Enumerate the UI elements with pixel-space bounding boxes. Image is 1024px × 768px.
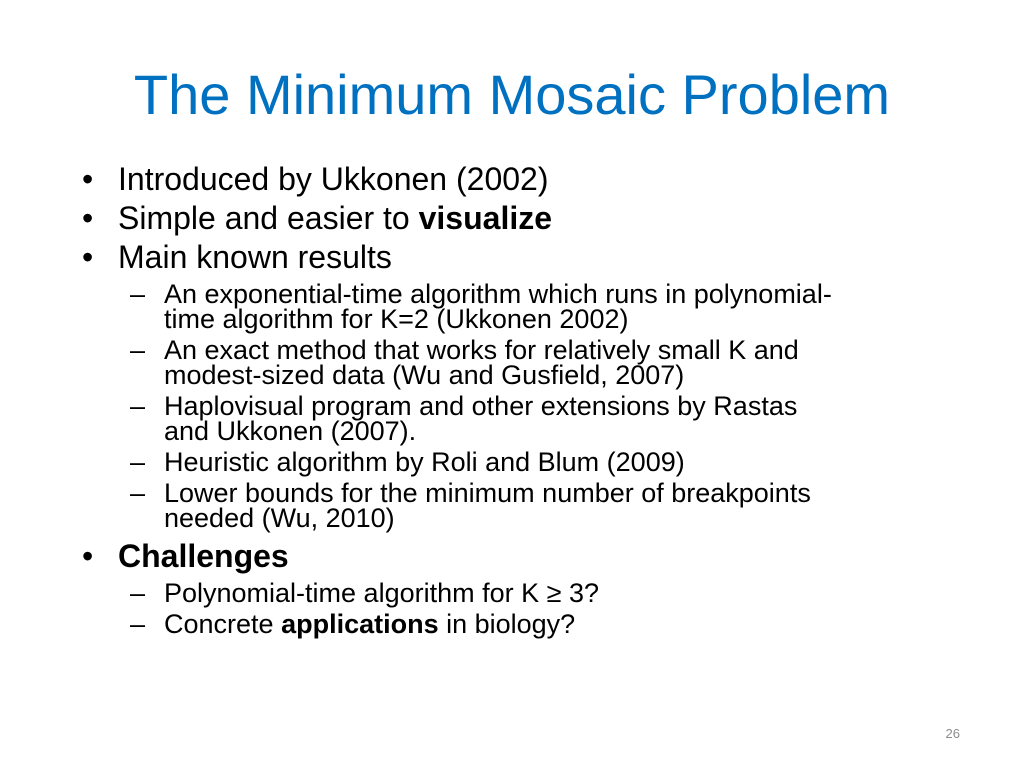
sub-bullet-item bbox=[78, 391, 958, 446]
sub-bullet-line: time algorithm for K=2 (Ukkonen 2002) bbox=[164, 304, 629, 334]
sub-bullet-line: Heuristic algorithm by Roli and Blum (2009) bbox=[164, 447, 685, 477]
dash-glyph: – bbox=[130, 279, 146, 309]
bullet-text: Simple and easier to bbox=[118, 200, 419, 236]
sub-bullet-line: Polynomial-time algorithm for K ≥ 3? bbox=[164, 578, 599, 608]
bullet-item bbox=[78, 160, 958, 199]
bullet-text-bold: Challenges bbox=[118, 538, 289, 574]
sub-bullet-line: An exponential-time algorithm which runs in polynomial- bbox=[164, 279, 832, 309]
sub-bullet-item bbox=[78, 478, 958, 533]
dash-glyph: – bbox=[130, 609, 146, 639]
dash-glyph: – bbox=[130, 478, 146, 508]
bullet-item bbox=[78, 199, 958, 238]
bullet-item bbox=[78, 537, 958, 576]
sub-bullet-line bbox=[164, 609, 958, 639]
dash-glyph: – bbox=[130, 391, 146, 421]
sub-bullet-item bbox=[78, 279, 958, 334]
sub-bullet-line: and Ukkonen (2007). bbox=[164, 416, 417, 446]
sub-bullet-text-bold: applications bbox=[281, 609, 439, 639]
sub-bullet-item bbox=[78, 335, 958, 390]
sub-bullet-item bbox=[78, 447, 958, 477]
dash-glyph: – bbox=[130, 335, 146, 365]
bullet-glyph: • bbox=[82, 200, 94, 236]
bullet-text-bold: visualize bbox=[418, 200, 553, 236]
dash-glyph: – bbox=[130, 447, 146, 477]
sub-bullet-line: Haplovisual program and other extensions by Rastas bbox=[164, 391, 798, 421]
slide-title: The Minimum Mosaic Problem bbox=[133, 63, 891, 126]
sub-bullet-item bbox=[78, 609, 958, 639]
bullet-glyph: • bbox=[82, 239, 94, 275]
page-number: 26 bbox=[945, 726, 960, 741]
bullet-glyph: • bbox=[82, 538, 94, 574]
sub-bullet-line: An exact method that works for relatively small K and bbox=[164, 335, 799, 365]
slide-content bbox=[78, 160, 958, 643]
bullet-item bbox=[78, 238, 958, 277]
sub-bullet-line: needed (Wu, 2010) bbox=[164, 503, 395, 533]
sub-bullet-line: modest-sized data (Wu and Gusfield, 2007) bbox=[164, 360, 685, 390]
bullet-text: Main known results bbox=[118, 239, 392, 275]
sub-bullet-text: Concrete bbox=[164, 609, 282, 639]
sub-bullet-item bbox=[78, 578, 958, 608]
sub-bullet-line: Lower bounds for the minimum number of breakpoints bbox=[164, 478, 811, 508]
bullet-text: Introduced by Ukkonen (2002) bbox=[118, 161, 549, 197]
bullet-glyph: • bbox=[82, 161, 94, 197]
sub-bullet-text: in biology? bbox=[438, 609, 576, 639]
dash-glyph: – bbox=[130, 578, 146, 608]
